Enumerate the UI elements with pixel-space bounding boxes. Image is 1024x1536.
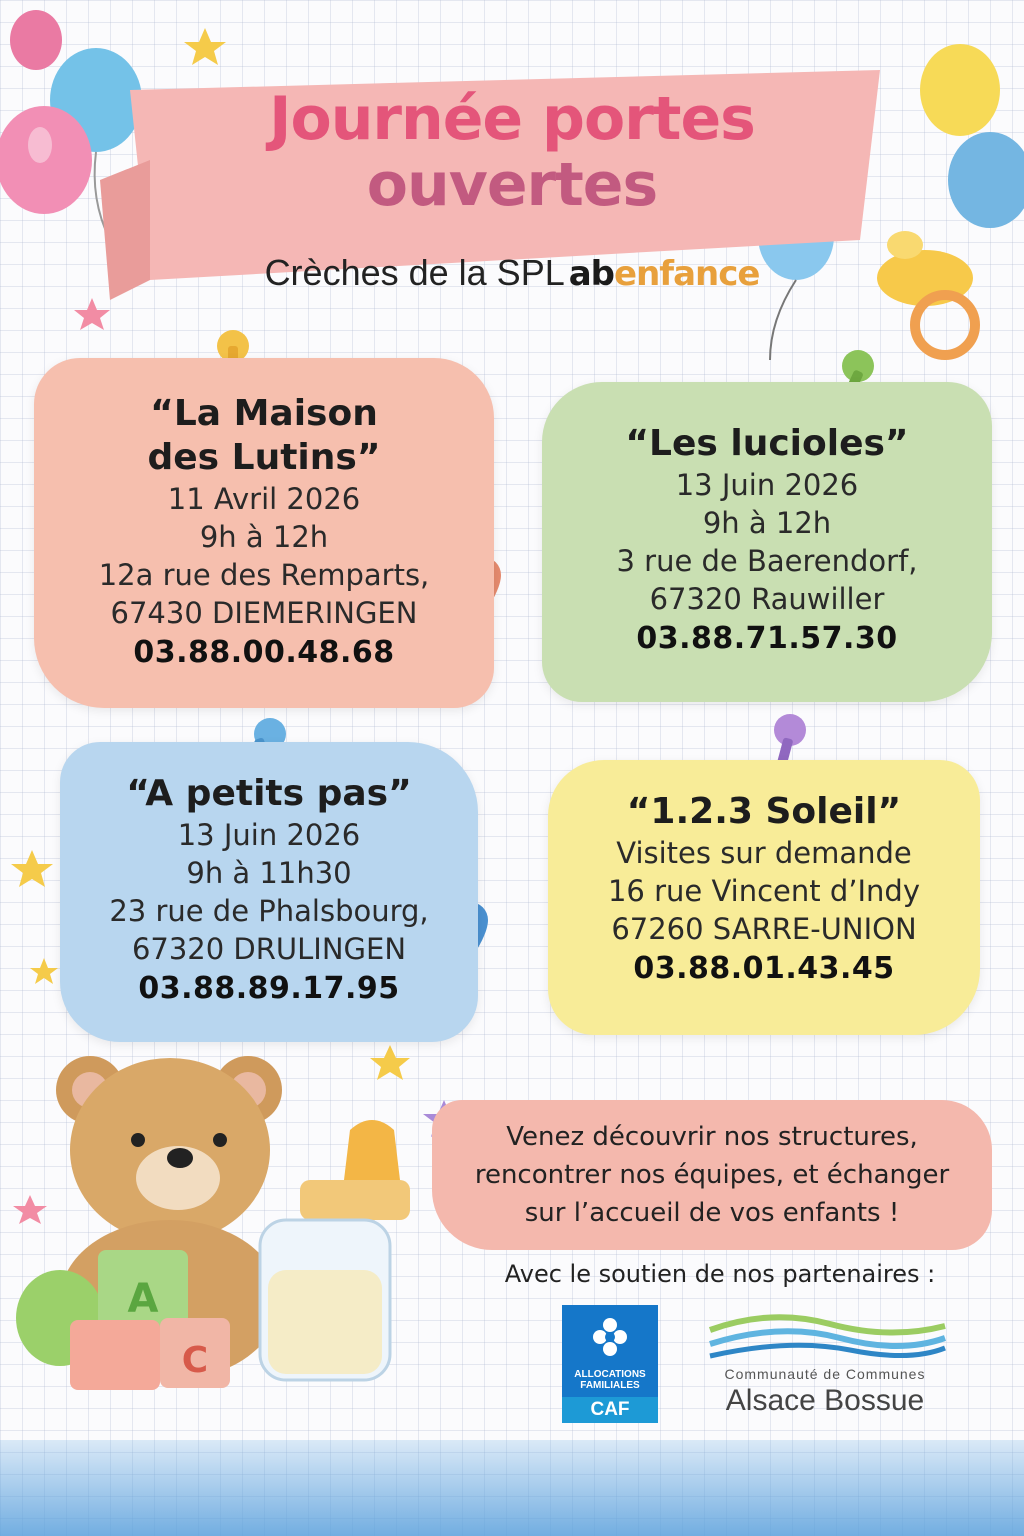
caf-line-1: ALLOCATIONS (574, 1369, 646, 1380)
address-street: 3 rue de Baerendorf, (616, 544, 918, 578)
pushpin-icon (774, 714, 806, 767)
address-street: 12a rue des Remparts, (98, 558, 430, 592)
creche-name: “Les lucioles” (625, 423, 909, 464)
address-city: 67430 DIEMERINGEN (110, 596, 418, 630)
creche-card-la-maison-des-lutins (34, 358, 494, 708)
page-title-line-1: Journée portes (269, 84, 755, 154)
call-to-action (432, 1100, 992, 1250)
address-street: 16 rue Vincent d’Indy (607, 874, 920, 908)
waves-icon (700, 1308, 950, 1364)
address-city: 67320 Rauwiller (649, 582, 885, 616)
creche-card-les-lucioles (542, 382, 992, 702)
open-day-hours: 9h à 12h (199, 520, 329, 554)
baby-bottle-illustration (260, 1120, 410, 1380)
open-day-date: 13 Juin 2026 (177, 818, 361, 852)
ccab-logo (700, 1308, 950, 1423)
ccab-small-text: Communauté de Communes (724, 1366, 926, 1382)
caf-line-2: FAMILIALES (580, 1380, 640, 1391)
creche-name: “A petits pas” (126, 773, 412, 814)
partners-label: Avec le soutien de nos partenaires : (504, 1260, 936, 1288)
phone-number: 03.88.89.17.95 (138, 971, 400, 1006)
open-day-hours: 9h à 11h30 (186, 856, 352, 890)
address-city: 67260 SARRE-UNION (611, 912, 917, 946)
creche-name-line-2: des Lutins” (147, 437, 381, 478)
brand-logo (569, 254, 760, 294)
address-city: 67320 DRULINGEN (131, 932, 407, 966)
svg-text:A: A (127, 1276, 159, 1322)
bottom-water-band (0, 1440, 1024, 1536)
creche-card-123-soleil (548, 760, 980, 1035)
phone-number: 03.88.00.48.68 (133, 635, 395, 670)
page-title-line-2: ouvertes (366, 150, 658, 220)
creche-name: “1.2.3 Soleil” (626, 791, 902, 832)
subtitle (0, 252, 1024, 294)
address-street: 23 rue de Phalsbourg, (109, 894, 429, 928)
phone-number: 03.88.01.43.45 (633, 951, 895, 986)
family-flower-icon (590, 1315, 630, 1363)
creche-card-a-petits-pas (60, 742, 478, 1042)
cta-line-1: Venez découvrir nos structures, (506, 1122, 918, 1152)
caf-name: CAF (562, 1397, 658, 1423)
cta-line-3: sur l’accueil de vos enfants ! (524, 1198, 900, 1228)
open-day-date: 13 Juin 2026 (675, 468, 859, 502)
subtitle-text: Crèches de la SPL (264, 252, 565, 293)
brand-logo-part2: enfance (614, 254, 760, 294)
open-day-hours: 9h à 12h (702, 506, 832, 540)
visits-info: Visites sur demande (616, 836, 912, 870)
brand-logo-part1: ab (568, 254, 615, 294)
caf-logo (562, 1305, 658, 1423)
open-day-date: 11 Avril 2026 (167, 482, 361, 516)
phone-number: 03.88.71.57.30 (636, 621, 898, 656)
creche-name-line-1: “La Maison (150, 393, 378, 434)
cta-line-2: rencontrer nos équipes, et échanger (474, 1160, 950, 1190)
svg-text:C: C (181, 1340, 209, 1381)
ccab-name: Alsace Bossue (725, 1384, 925, 1417)
